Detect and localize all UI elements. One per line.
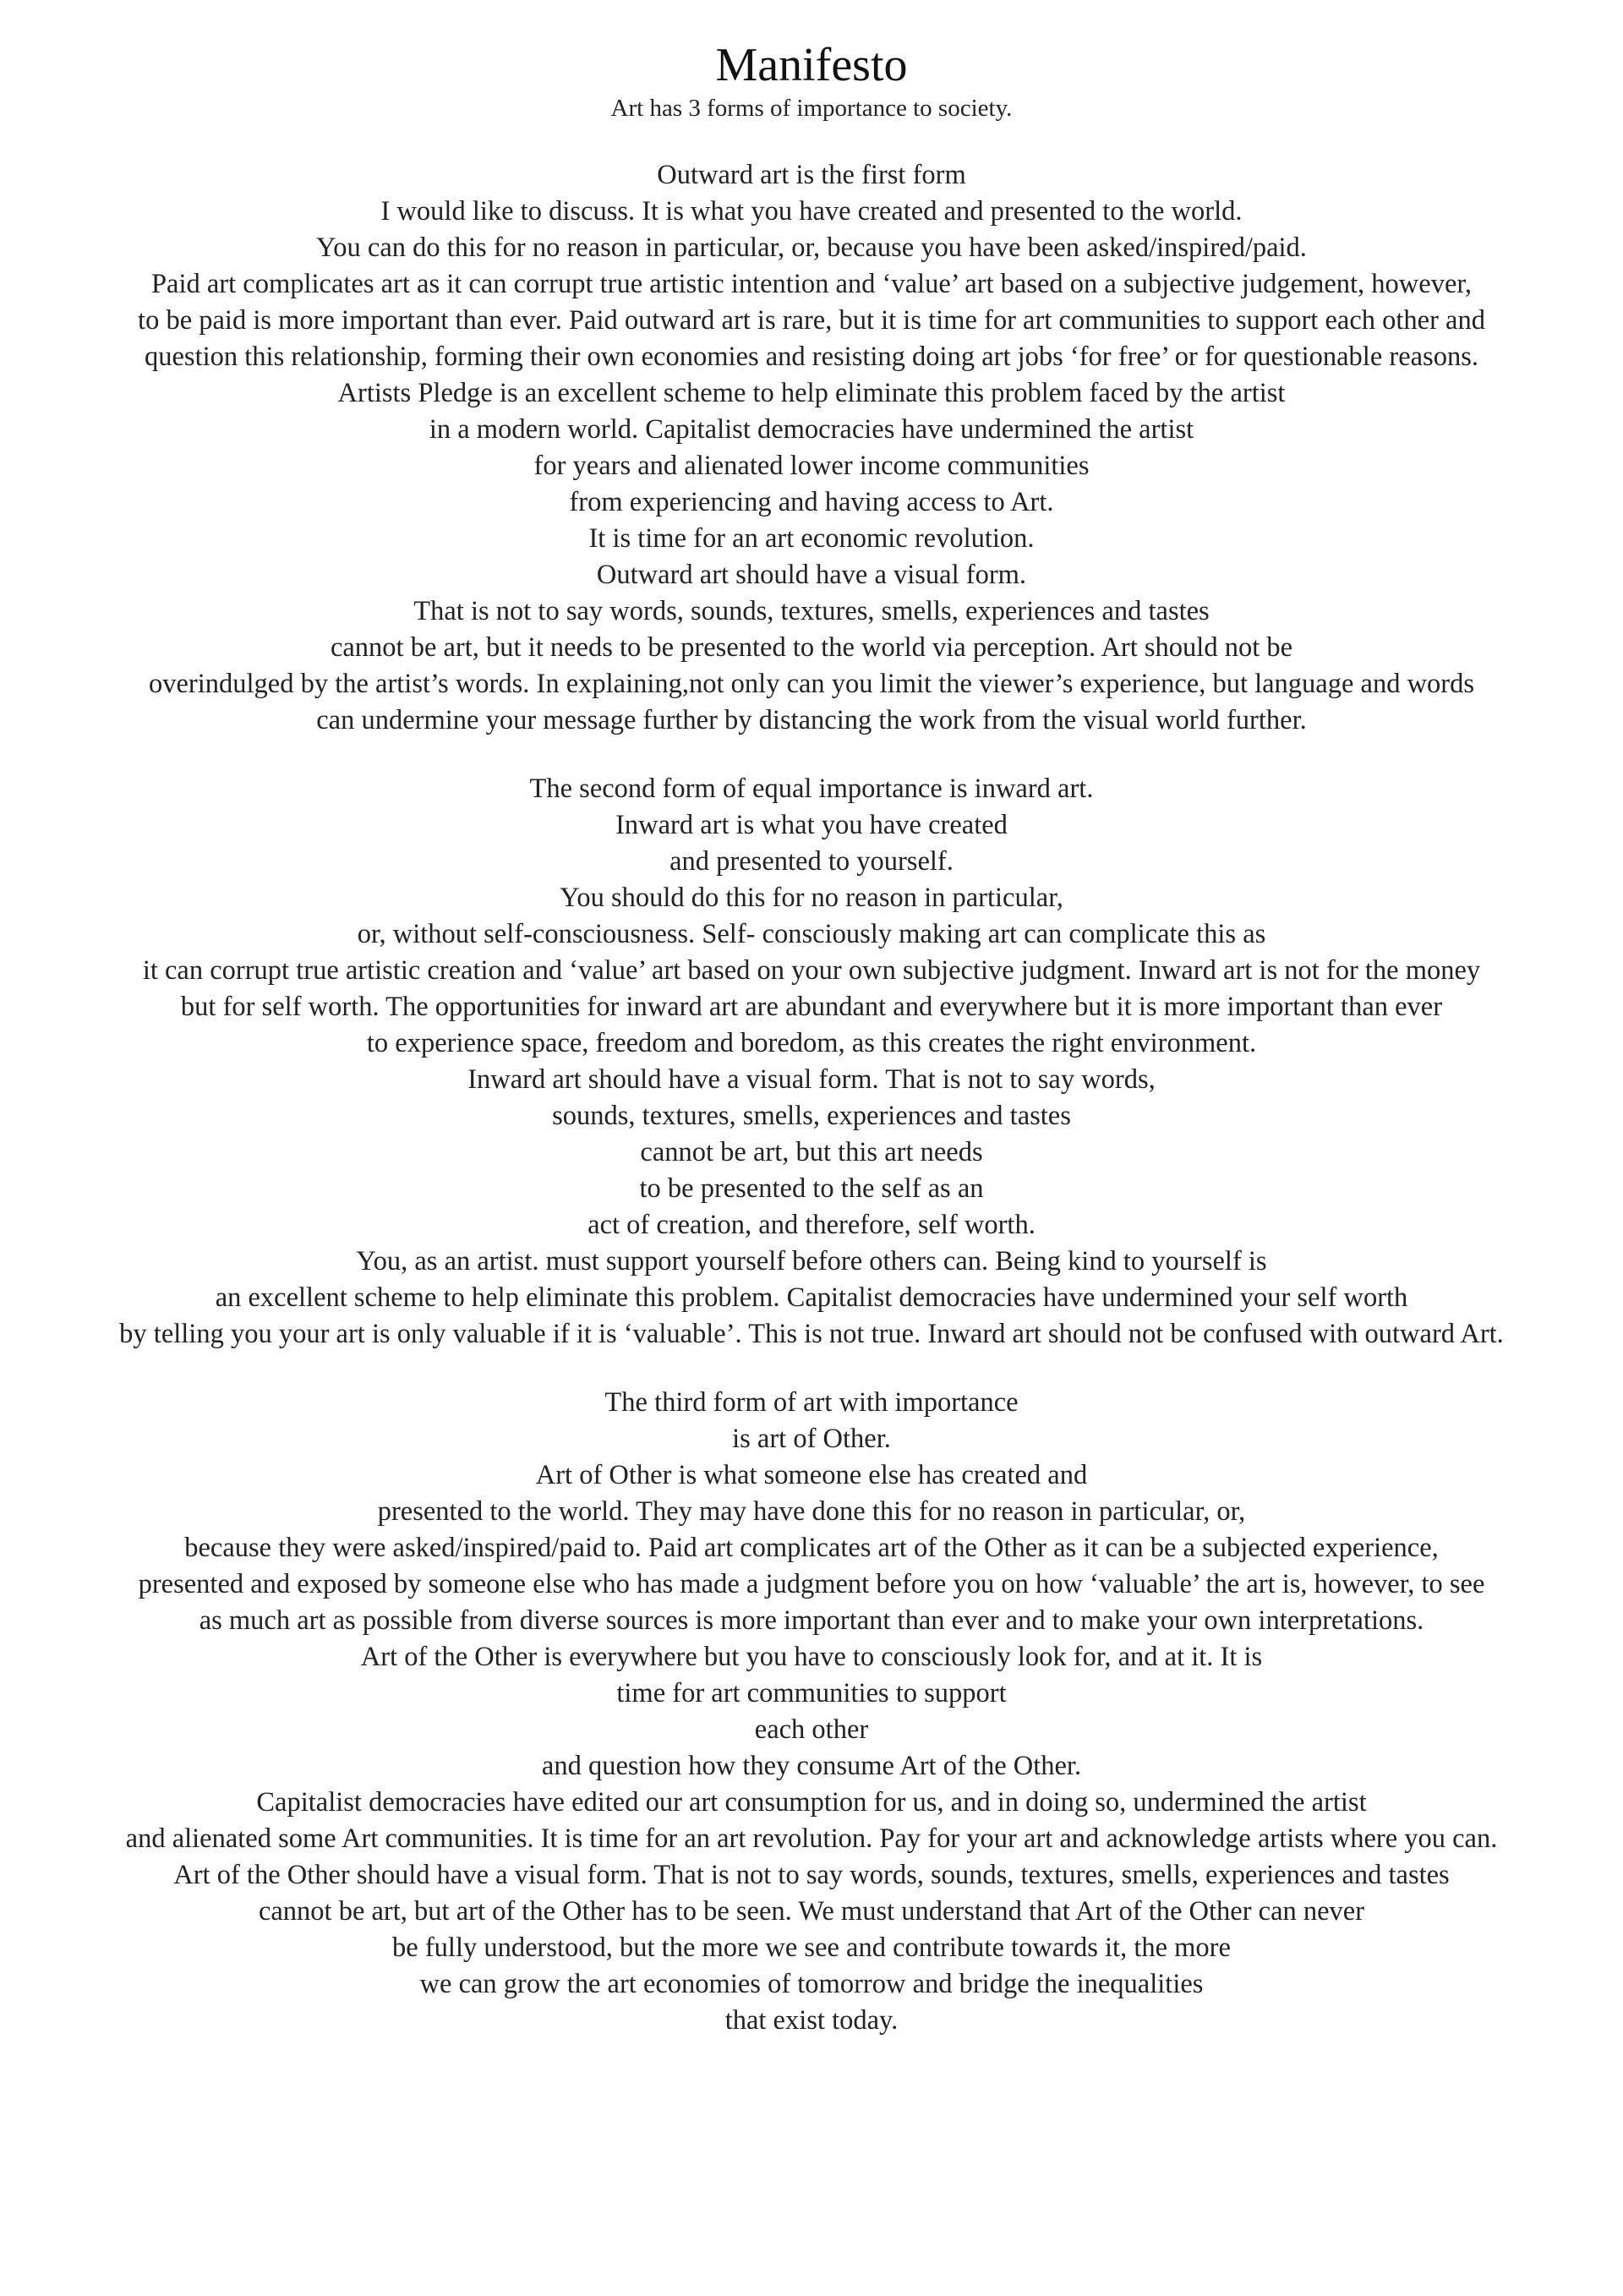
section-inward-art — [0, 771, 1623, 1353]
page-subtitle: Art has 3 forms of importance to society. — [610, 95, 1013, 122]
text-line: but for self worth. The opportunities for inward art are abundant and everywhere but it is more important than ever — [180, 992, 1443, 1022]
text-line: time for art communities to support — [616, 1678, 1007, 1708]
text-line: it can corrupt true artistic creation and ‘value’ art based on your own subjective judgment. Inward art is not for the money — [142, 955, 1481, 986]
text-line: an excellent scheme to help eliminate this problem. Capitalist democracies have undermined your self worth — [215, 1282, 1408, 1313]
text-line: to experience space, freedom and boredom, as this creates the right environment. — [366, 1028, 1257, 1058]
text-line: overindulged by the artist’s words. In explaining,not only can you limit the viewer’s experience, but language and words — [148, 669, 1475, 699]
text-line: You can do this for no reason in particular, or, because you have been asked/inspired/paid. — [316, 232, 1307, 263]
text-line: for years and alienated lower income communities — [533, 451, 1090, 481]
text-line: The second form of equal importance is inward art. — [529, 774, 1094, 804]
text-line: cannot be art, but art of the Other has to be seen. We must understand that Art of the Other can never — [258, 1896, 1365, 1927]
text-line: and question how they consume Art of the Other. — [541, 1751, 1082, 1781]
text-line: as much art as possible from diverse sources is more important than ever and to make your own interpretations. — [199, 1605, 1424, 1636]
text-line: cannot be art, but this art needs — [640, 1137, 983, 1167]
text-line: Paid art complicates art as it can corrupt true artistic intention and ‘value’ art based on a subjective judgement, however, — [150, 269, 1473, 299]
text-line: Art of the Other should have a visual form. That is not to say words, sounds, textures, smells, experiences and tastes — [173, 1860, 1450, 1890]
text-line: and alienated some Art communities. It is time for an art revolution. Pay for your art and acknowledge artists where you can. — [125, 1823, 1498, 1854]
text-line: act of creation, and therefore, self worth. — [587, 1210, 1036, 1240]
text-line: That is not to say words, sounds, textures, smells, experiences and tastes — [413, 596, 1210, 626]
text-line: be fully understood, but the more we see and contribute towards it, the more — [392, 1932, 1231, 1963]
text-line: presented to the world. They may have done this for no reason in particular, or, — [377, 1496, 1246, 1527]
text-line: Inward art is what you have created — [615, 810, 1008, 840]
text-line: You, as an artist. must support yourself before others can. Being kind to yourself is — [356, 1246, 1267, 1276]
text-line: Outward art is the first form — [657, 160, 966, 190]
text-line: cannot be art, but it needs to be presented to the world via perception. Art should not be — [330, 632, 1293, 663]
text-line: because they were asked/inspired/paid to. Paid art complicates art of the Other as it can be a subjected experience, — [184, 1533, 1439, 1563]
page-title: Manifesto — [715, 39, 908, 91]
text-line: or, without self-consciousness. Self- consciously making art can complicate this as — [357, 919, 1266, 949]
text-line: we can grow the art economies of tomorrow and bridge the inequalities — [419, 1969, 1204, 1999]
text-line: to be presented to the self as an — [639, 1173, 984, 1204]
text-line: question this relationship, forming their own economies and resisting doing art jobs ‘for free’ or for questionable reasons. — [145, 342, 1478, 372]
text-line: It is time for an art economic revolution. — [588, 523, 1035, 554]
text-line: The third form of art with importance — [604, 1387, 1019, 1418]
section-outward-art — [0, 157, 1623, 739]
text-line: sounds, textures, smells, experiences and tastes — [552, 1101, 1071, 1131]
text-line: Capitalist democracies have edited our art consumption for us, and in doing so, undermined the artist — [256, 1787, 1367, 1818]
text-line: Outward art should have a visual form. — [596, 560, 1027, 590]
text-line: by telling you your art is only valuable if it is ‘valuable’. This is not true. Inward art should not be confused with outward Art. — [119, 1319, 1504, 1349]
text-line: and presented to yourself. — [669, 846, 954, 877]
text-line: each other — [754, 1714, 869, 1745]
text-line: You should do this for no reason in particular, — [560, 883, 1063, 913]
text-line: Inward art should have a visual form. That is not to say words, — [467, 1064, 1156, 1095]
text-line: can undermine your message further by distancing the work from the visual world further. — [316, 705, 1307, 735]
text-line: Artists Pledge is an excellent scheme to help eliminate this problem faced by the artist — [337, 378, 1286, 408]
section-art-of-other — [0, 1385, 1623, 2039]
text-line: Art of the Other is everywhere but you have to consciously look for, and at it. It is — [360, 1642, 1263, 1672]
text-line: that exist today. — [724, 2005, 899, 2036]
text-line: is art of Other. — [732, 1424, 891, 1454]
text-line: from experiencing and having access to Art. — [569, 487, 1054, 517]
text-line: I would like to discuss. It is what you have created and presented to the world. — [380, 196, 1243, 227]
text-line: presented and exposed by someone else who has made a judgment before you on how ‘valuable’ the art is, however, to see — [138, 1569, 1485, 1599]
text-line: to be paid is more important than ever. Paid outward art is rare, but it is time for art communities to support each other and — [138, 305, 1485, 336]
text-line: Art of Other is what someone else has created and — [535, 1460, 1088, 1490]
text-line: in a modern world. Capitalist democracies have undermined the artist — [429, 414, 1194, 445]
